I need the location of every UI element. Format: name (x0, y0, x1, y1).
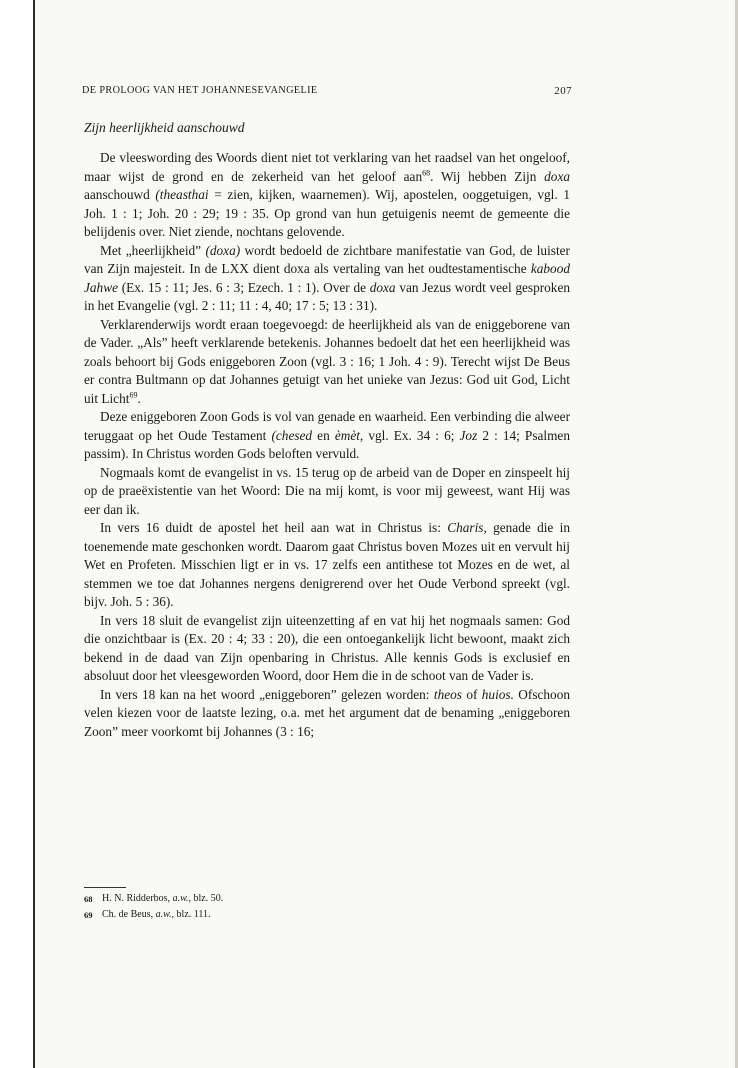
paragraph-1: De vleeswording des Woords dient niet tot verklaring van het raadsel van het ongeloof, maar wijst de grond en de zekerheid van het geloof aan$^{68}$. Wij hebben Zijn doxa aanschouwd (theasthai = zien, kijken, waarnemen). Wij, apostelen, ooggetuigen, vgl. 1 Joh. 1 : 1; Joh. 20 : 29; 19 : 35. Op grond van hun getuigenis neemt de gemeente die belijdenis over. Niet ziende, nochtans gelovende. (84, 150, 570, 239)
paragraph-2: Met „heerlijkheid” (doxa) wordt bedoeld de zichtbare manifestatie van God, de luister van Zijn majesteit. In de LXX dient doxa als vertaling van het oudtestamentische kabood Jahwe (Ex. 15 : 11; Jes. 6 : 3; Ezech. 1 : 1). Over de doxa van Jezus wordt veel gesproken in het Evangelie (vgl. 2 : 11; 11 : 4, 40; 17 : 5; 13 : 31). (84, 242, 571, 313)
page-number: 207 (554, 85, 572, 97)
paragraph-5: Nogmaals komt de evangelist in vs. 15 terug op de arbeid van de Doper en zinspeelt hij op de praeëxistentie van het Woord: Die na mij komt, is voor mij geweest, want Hij was eer dan ik. (84, 464, 570, 517)
footnote-68 (84, 891, 570, 907)
paragraph-7: In vers 18 sluit de evangelist zijn uiteenzetting af en vat hij het nogmaals samen: God die onzichtbaar is (Ex. 20 : 4; 33 : 20), die een ontoegankelijk licht bewoont, maakt zich bekend in de daad van Zijn openbaring in Christus. Alle kennis Gods is exclusief en absoluut door het vleesgeworden Woord, door Hem die in de schoot van de Vader is. (84, 612, 570, 683)
paragraph-8: In vers 18 kan na het woord „eniggeboren” gelezen worden: theos of huios. Ofschoon velen kiezen voor de laatste lezing, o.a. met het argument dat de benaming „eniggeboren Zoon” meer voorkomt bij Johannes (3 : 16; (84, 686, 570, 739)
footnote-text: H. N. Ridderbos, a.w., blz. 50. (102, 893, 224, 904)
footnote-divider (84, 887, 126, 888)
running-header (82, 85, 572, 101)
section-title: Zijn heerlijkheid aanschouwd (84, 120, 245, 135)
footnote-ref-69: 69 (129, 390, 138, 400)
footnote-number: 68 (84, 894, 93, 904)
footnote-ref-68: 68 (422, 168, 431, 178)
paragraph-6: In vers 16 duidt de apostel het heil aan wat in Christus is: Charis, genade die in toenemende mate geschonken wordt. Daarom gaat Christus boven Mozes uit en vervult hij Wet en Profeten. Misschien ligt er in vs. 17 zelfs een antithese tot Mozes en de wet, al stemmen we toe dat Johannes nergens denigrerend over het Oude Verbond spreekt (vgl. bijv. Joh. 5 : 36). (84, 520, 570, 609)
footnote-69 (84, 907, 570, 923)
paragraph-4: Deze eniggeboren Zoon Gods is vol van genade en waarheid. Een verbinding die alweer teruggaat op het Oude Testament (chesed en èmèt, vgl. Ex. 34 : 6; Joz 2 : 14; Psalmen passim). In Christus worden Gods beloften vervuld. (84, 409, 570, 461)
running-title: DE PROLOOG VAN HET JOHANNESEVANGELIE (82, 85, 318, 96)
footnote-number: 69 (84, 910, 93, 920)
paragraph-3: Verklarenderwijs wordt eraan toegevoegd: de heerlijkheid als van de eniggeborene van de Vader. „Als” heeft verklarende betekenis. Johannes bedoelt dat het een heerlijkheid was zoals behoort bij Gods eniggeboren Zoon (vgl. 3 : 16; 1 Joh. 4 : 9). Terecht wijst De Beus er contra Bultmann op dat Johannes getuigt van het unieke van Jezus: God uit God, Licht uit Licht$^{69}$. (84, 316, 570, 406)
footnotes (84, 891, 570, 923)
footnote-text: Ch. de Beus, a.w., blz. 111. (102, 909, 211, 920)
body-text (84, 149, 570, 741)
